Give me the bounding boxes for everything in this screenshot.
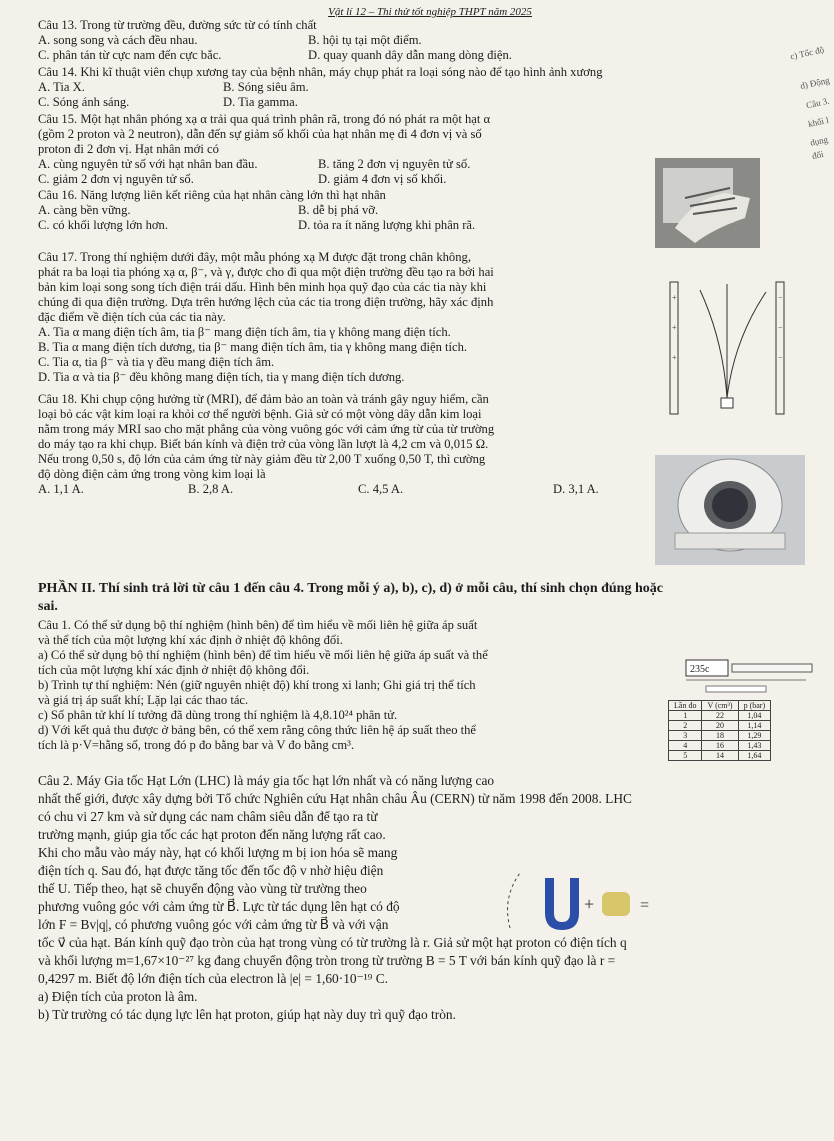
table-cell: 1,64 <box>738 751 771 761</box>
side-note-2: d) Động <box>799 75 831 91</box>
question-17 <box>38 250 658 385</box>
q17-line-2: phát ra ba loại tia phóng xạ α, β⁻, và γ, được cho đi qua một điện trường đều tạo ra bởi hai <box>38 265 494 279</box>
q14-option-d[interactable]: D. Tia gamma. <box>223 95 298 109</box>
q13-option-d[interactable]: D. quay quanh dây dẫn mang dòng điện. <box>308 48 512 62</box>
q16-option-d[interactable]: D. tỏa ra ít năng lượng khi phân rã. <box>298 218 476 232</box>
p2q2-line-7: thế U. Tiếp theo, hạt sẽ chuyển động vào vùng từ trường theo <box>38 881 367 896</box>
svg-text:=: = <box>640 897 650 914</box>
q15-stem-line1: Câu 15. Một hạt nhân phóng xạ α trải qua quá trình phân rã, trong đó nó phát ra một hạt α <box>38 112 491 126</box>
q18-line-5: Nếu trong 0,50 s, độ lớn của cảm ứng từ này giảm đều từ 2,00 T xuống 0,50 T, thì cường <box>38 452 486 466</box>
table-header-row <box>669 701 771 711</box>
p2q1-statement-b-2: và giá trị áp suất khí; Lặp lại các thao tác. <box>38 693 249 707</box>
q17-line-1: Câu 17. Trong thí nghiệm dưới đây, một mẫu phóng xạ M được đặt trong chân không, <box>38 250 471 264</box>
gauge-reading: 235c <box>690 664 710 675</box>
svg-text:+: + <box>584 894 595 914</box>
p2q2-line-9: lớn F = Bv|q|, có phương vuông góc với cảm ứng từ B⃗ và với vận <box>38 917 389 932</box>
side-note-4: khối l <box>807 114 830 130</box>
q18-line-2: loại bỏ các vật kim loại ra khỏi cơ thể người bệnh. Giả sử có một vòng dây dẫn kim loại <box>38 407 482 421</box>
p2q2-line-11: và khối lượng m=1,67×10⁻²⁷ kg đang chuyển động tròn trong từ trường B = 5 T với bán kính quỹ đạo là r = <box>38 953 616 968</box>
q17-line-5: đặc điểm về điện tích của các tia này. <box>38 310 226 324</box>
q17-option-b[interactable]: B. Tia α mang điện tích dương, tia β⁻ mang điện tích âm, tia γ không mang điện tích. <box>38 340 468 354</box>
table-cell: 1,04 <box>738 711 771 721</box>
q15-option-b[interactable]: B. tăng 2 đơn vị nguyên tử số. <box>318 157 471 171</box>
question-13 <box>38 18 778 63</box>
svg-text:+: + <box>672 353 677 362</box>
q16-option-a[interactable]: A. càng bền vững. <box>38 203 131 217</box>
question-16 <box>38 188 638 233</box>
q18-line-6: độ dòng điện cảm ứng trong vòng kim loại là <box>38 467 266 481</box>
q15-option-a[interactable]: A. cùng nguyên tử số với hạt nhân ban đầu. <box>38 157 258 171</box>
q16-stem: Câu 16. Năng lượng liên kết riêng của hạt nhân càng lớn thì hạt nhân <box>38 188 386 202</box>
q15-option-c[interactable]: C. giảm 2 đơn vị nguyên tử số. <box>38 172 194 186</box>
part-2-title-line2: sai. <box>38 599 58 614</box>
q18-option-c[interactable]: C. 4,5 A. <box>358 482 404 496</box>
p2q1-statement-d-1[interactable]: d) Với kết quả thu được ở bảng bên, có thể xem rằng công thức liên hệ áp suất theo thể <box>38 723 477 737</box>
p2q2-line-6: điện tích q. Sau đó, hạt được tăng tốc đến tốc độ v nhờ hiệu điện <box>38 863 384 878</box>
q15-stem-line2: (gồm 2 proton và 2 neutron), dẫn đến sự giảm số khối của hạt nhân mẹ đi 4 đơn vị và số <box>38 127 482 141</box>
p2q1-line-2: và thể tích của một lượng khí xác định ở nhiệt độ không đổi. <box>38 633 343 647</box>
table-cell: 4 <box>669 741 702 751</box>
p2q2-line-4: trường mạnh, giúp gia tốc các hạt proton đến năng lượng rất cao. <box>38 827 386 842</box>
side-note-5: dụng <box>809 134 829 148</box>
part-2-heading <box>38 580 828 616</box>
side-note-6: đối <box>811 148 825 162</box>
svg-text:−: − <box>778 293 783 302</box>
mri-machine-photo <box>655 455 805 565</box>
p2q2-line-12: 0,4297 m. Biết độ lớn điện tích của electron là |e| = 1,60·10⁻¹⁹ C. <box>38 971 388 986</box>
radiation-deflection-diagram <box>668 270 788 420</box>
q15-stem-line3: proton đi 2 đơn vị. Hạt nhân mới có <box>38 142 219 156</box>
table-row <box>669 741 771 751</box>
table-row <box>669 711 771 721</box>
question-14 <box>38 65 788 110</box>
table-row <box>669 731 771 741</box>
table-header-cell: p (bar) <box>738 701 771 711</box>
table-header-cell: V (cm³) <box>702 701 738 711</box>
q14-option-b[interactable]: B. Sóng siêu âm. <box>223 80 309 94</box>
q18-line-3: nằm trong máy MRI sao cho mặt phẳng của vòng vuông góc với cảm ứng từ của từ trường <box>38 422 495 436</box>
q16-option-c[interactable]: C. có khối lượng lớn hơn. <box>38 218 169 232</box>
svg-text:−: − <box>778 353 783 362</box>
p2q2-line-1: Câu 2. Máy Gia tốc Hạt Lớn (LHC) là máy gia tốc hạt lớn nhất và có năng lượng cao <box>38 773 495 788</box>
table-cell: 1,14 <box>738 721 771 731</box>
q15-option-d[interactable]: D. giảm 4 đơn vị số khối. <box>318 172 447 186</box>
q18-line-4: do máy tạo ra khi chụp. Biết bán kính và điện trở của vòng lần lượt là 4,2 cm và 0,015 Ω. <box>38 437 489 451</box>
q17-option-a[interactable]: A. Tia α mang điện tích âm, tia β⁻ mang điện tích âm, tia γ không mang điện tích. <box>38 325 451 339</box>
table-cell: 22 <box>702 711 738 721</box>
q13-option-b[interactable]: B. hội tụ tại một điểm. <box>308 33 422 47</box>
table-cell: 18 <box>702 731 738 741</box>
q16-option-b[interactable]: B. dễ bị phá vỡ. <box>298 203 379 217</box>
table-row <box>669 751 771 761</box>
q17-option-c[interactable]: C. Tia α, tia β⁻ và tia γ đều mang điện tích âm. <box>38 355 275 369</box>
hand-xray-photo <box>655 158 760 248</box>
gas-syringe-apparatus <box>666 646 826 696</box>
q14-option-a[interactable]: A. Tia X. <box>38 80 85 94</box>
part-2-title-line1: PHẦN II. Thí sinh trả lời từ câu 1 đến câu 4. Trong mỗi ý a), b), c), d) ở mỗi câu, thí sinh chọn đúng hoặc <box>38 581 663 596</box>
q14-stem: Câu 14. Khi kĩ thuật viên chụp xương tay của bệnh nhân, máy chụp phát ra loại sóng nào để tạo hình ảnh xương <box>38 65 603 79</box>
q18-option-a[interactable]: A. 1,1 A. <box>38 482 84 496</box>
table-cell: 5 <box>669 751 702 761</box>
q18-option-b[interactable]: B. 2,8 A. <box>188 482 234 496</box>
question-18 <box>38 392 658 497</box>
q17-line-4: chúng đi qua điện trường. Dựa trên hướng lệch của các tia trong điện trường, hãy xác định <box>38 295 494 309</box>
q14-option-c[interactable]: C. Sóng ánh sáng. <box>38 95 130 109</box>
p2q1-line-1: Câu 1. Có thể sử dụng bộ thí nghiệm (hình bên) để tìm hiểu về mối liên hệ giữa áp suất <box>38 618 478 632</box>
p2q1-statement-c[interactable]: c) Số phân tử khí lí tưởng đã dùng trong thí nghiệm là 4,8.10²⁴ phân tử. <box>38 708 398 722</box>
p2q1-statement-d-2: tích là p·V=hằng số, trong đó p đo bằng bar và V đo bằng cm³. <box>38 738 355 752</box>
side-note-3: Câu 3. <box>805 95 831 111</box>
svg-text:+: + <box>672 293 677 302</box>
p2q1-statement-b-1[interactable]: b) Trình tự thí nghiệm: Nén (giữ nguyên nhiệt độ) khí trong xi lanh; Ghi giá trị thể tích <box>38 678 476 692</box>
p2q1-statement-a-1[interactable]: a) Có thể sử dụng bộ thí nghiệm (hình bên) để tìm hiểu về mối liên hệ giữa áp suất và thể <box>38 648 488 662</box>
table-cell: 16 <box>702 741 738 751</box>
p2q2-line-2: nhất thế giới, được xây dựng bởi Tổ chức Nghiên cứu Hạt nhân châu Âu (CERN) từ năm 1998 đến 2008. LHC <box>38 791 632 806</box>
lhc-ion-path-diagram <box>500 858 665 948</box>
table-cell: 1,43 <box>738 741 771 751</box>
question-15 <box>38 112 658 187</box>
table-cell: 2 <box>669 721 702 731</box>
p2q2-statement-a[interactable]: a) Điện tích của proton là âm. <box>38 989 198 1004</box>
svg-text:+: + <box>672 323 677 332</box>
table-cell: 3 <box>669 731 702 741</box>
p2q2-statement-b[interactable]: b) Từ trường có tác dụng lực lên hạt proton, giúp hạt này duy trì quỹ đạo tròn. <box>38 1007 456 1022</box>
table-header-cell: Lần đo <box>669 701 702 711</box>
svg-text:−: − <box>778 323 783 332</box>
q18-line-1: Câu 18. Khi chụp cộng hưởng từ (MRI), để đảm bảo an toàn và tránh gây nguy hiểm, cần <box>38 392 489 406</box>
q17-option-d[interactable]: D. Tia α và tia β⁻ đều không mang điện tích, tia γ mang điện tích dương. <box>38 370 405 384</box>
q13-option-a[interactable]: A. song song và cách đều nhau. <box>38 33 198 47</box>
q18-option-d[interactable]: D. 3,1 A. <box>553 482 599 496</box>
table-cell: 20 <box>702 721 738 731</box>
q13-option-c[interactable]: C. phân tán từ cực nam đến cực bắc. <box>38 48 222 62</box>
p2q2-line-3: có chu vi 27 km và sử dụng các nam châm siêu dẫn để tạo ra từ <box>38 809 378 824</box>
p2q1-statement-a-2: tích của một lượng khí xác định ở nhiệt độ không đổi. <box>38 663 310 677</box>
q17-line-3: bản kim loại song song tích điện trái dấu. Hình bên minh họa quỹ đạo của các tia này khi <box>38 280 487 294</box>
p2q2-line-10: tốc v⃗ của hạt. Bán kính quỹ đạo tròn của hạt trong vùng có từ trường là r. Giả sử một hạt proton có điện tích q <box>38 935 627 950</box>
p2q2-line-5: Khi cho mẫu vào máy này, hạt có khối lượng m bị ion hóa sẽ mang <box>38 845 398 860</box>
pressure-volume-table <box>668 700 771 761</box>
side-note-1: c) Tốc độ <box>789 44 825 62</box>
p2q2-line-8: phương vuông góc với cảm ứng từ B⃗. Lực từ tác dụng lên hạt có độ <box>38 899 400 914</box>
table-cell: 14 <box>702 751 738 761</box>
table-cell: 1 <box>669 711 702 721</box>
part2-question-2 <box>38 772 828 1024</box>
table-row <box>669 721 771 731</box>
part2-question-1 <box>38 618 678 753</box>
page-header: Vật lí 12 – Thi thử tốt nghiệp THPT năm 2025 <box>328 6 532 18</box>
table-cell: 1,29 <box>738 731 771 741</box>
q13-stem: Câu 13. Trong từ trường đều, đường sức từ có tính chất <box>38 18 317 32</box>
